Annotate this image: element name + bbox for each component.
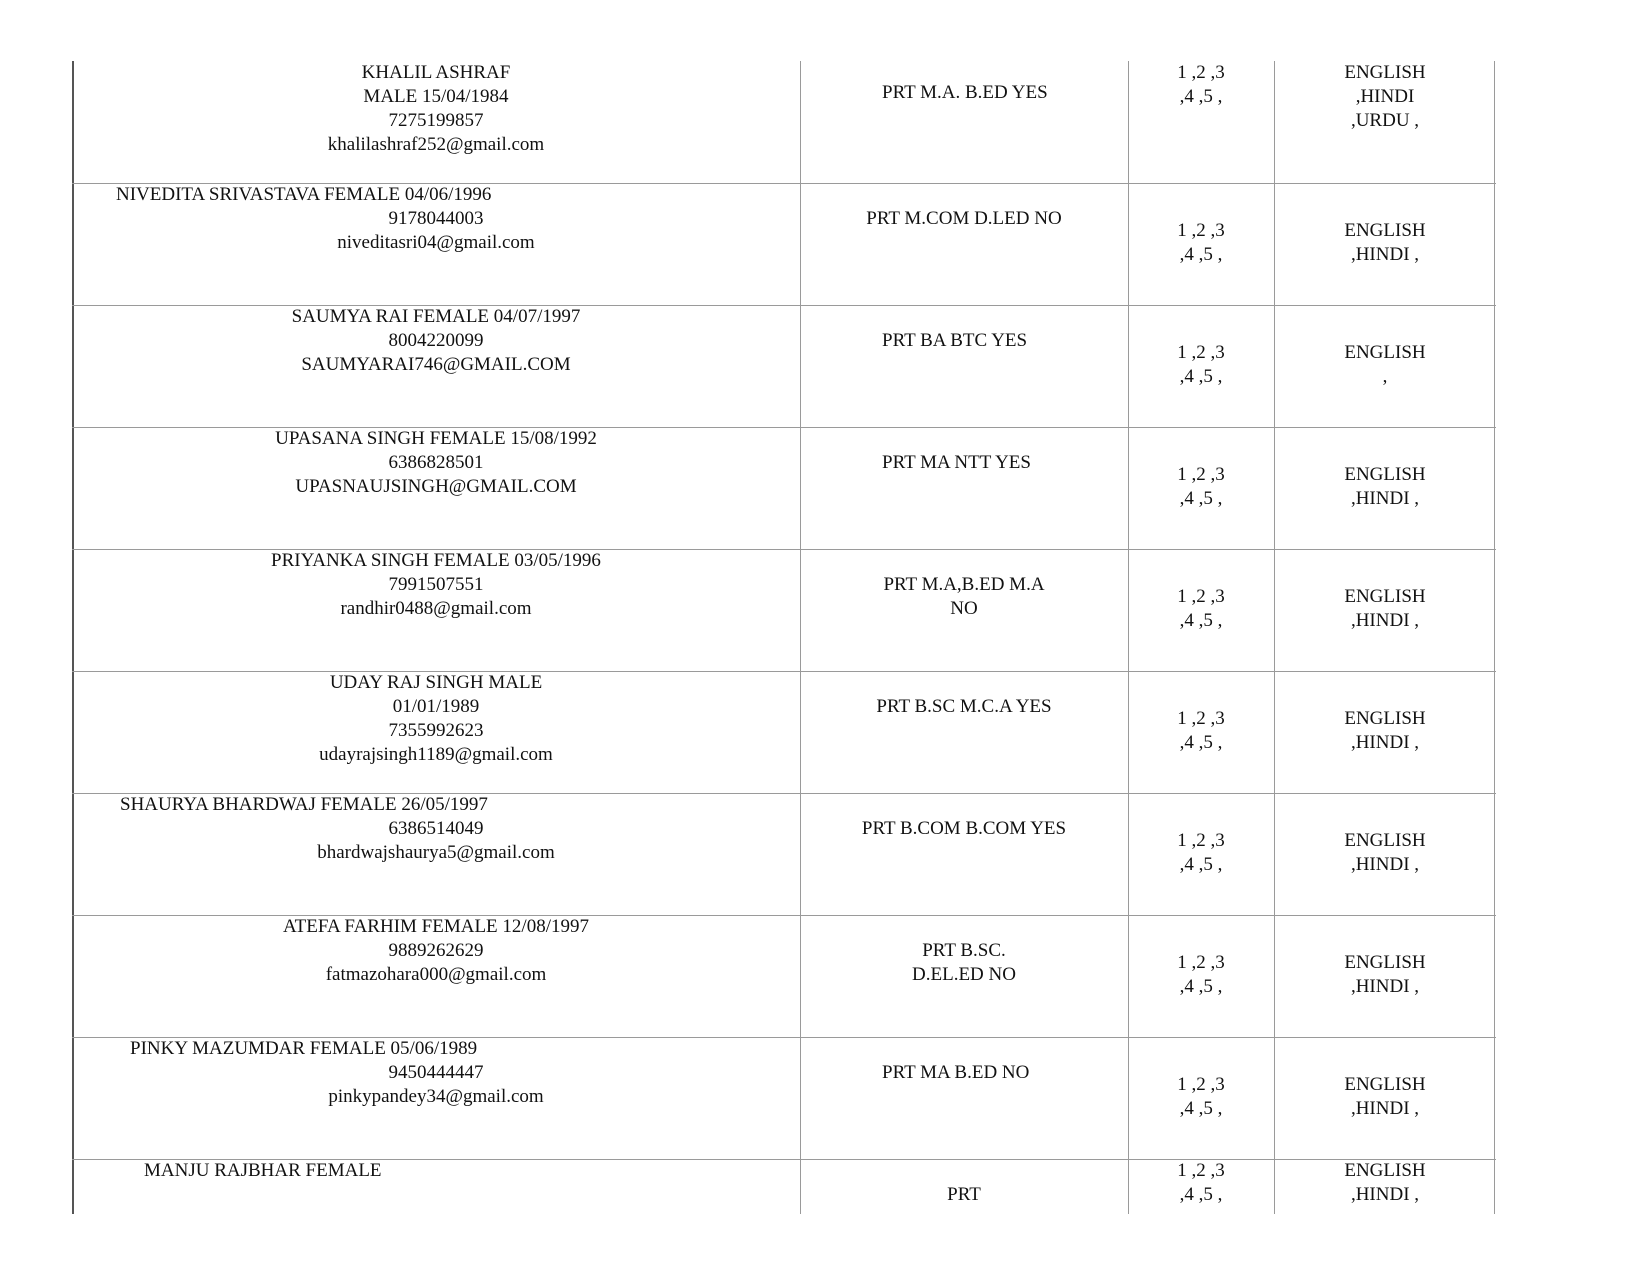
classes-cell-line: 1 ,2 ,3 (1177, 1074, 1225, 1095)
applicant-cell (72, 793, 800, 915)
classes-cell (1128, 793, 1274, 915)
post-qualification-cell-line: PRT B.SC. (922, 940, 1006, 961)
classes-cell-line: 1 ,2 ,3 (1177, 708, 1225, 729)
post-qualification-cell-line: PRT M.COM D.LED NO (866, 208, 1062, 229)
applicant-cell-line: 9450444447 (388, 1062, 484, 1083)
languages-cell-line: ENGLISH (1344, 586, 1426, 607)
post-qualification-cell-line: NO (950, 598, 978, 619)
classes-cell-line: ,4 ,5 , (1179, 854, 1223, 875)
classes-cell-line: 1 ,2 ,3 (1177, 830, 1225, 851)
post-qualification-cell (800, 671, 1128, 793)
applicant-cell-line: 6386828501 (388, 452, 484, 473)
languages-cell (1274, 1037, 1496, 1159)
applicant-cell-line: SAUMYARAI746@GMAIL.COM (301, 354, 571, 375)
languages-cell-line: ,HINDI , (1350, 732, 1420, 753)
applicant-cell-line: MALE 15/04/1984 (363, 86, 509, 107)
classes-cell (1128, 183, 1274, 305)
languages-cell-line: ENGLISH (1344, 342, 1426, 363)
languages-cell-line: ,HINDI , (1350, 854, 1420, 875)
languages-cell (1274, 1159, 1496, 1214)
applicant-cell-line: PINKY MAZUMDAR FEMALE 05/06/1989 (130, 1038, 478, 1059)
table-row (72, 61, 1496, 183)
languages-cell (1274, 61, 1496, 183)
languages-cell-line: ,HINDI , (1350, 1098, 1420, 1119)
applicant-cell (72, 61, 800, 183)
languages-cell-line: , (1382, 366, 1388, 387)
languages-cell (1274, 671, 1496, 793)
classes-cell-line: ,4 ,5 , (1179, 1098, 1223, 1119)
post-qualification-cell (800, 1159, 1128, 1214)
classes-cell-line: ,4 ,5 , (1179, 366, 1223, 387)
applicant-cell-line: 9178044003 (388, 208, 484, 229)
applicant-cell (72, 549, 800, 671)
table-row (72, 305, 1496, 427)
applicant-cell-line: pinkypandey34@gmail.com (328, 1086, 544, 1107)
post-qualification-cell (800, 61, 1128, 183)
table-row (72, 1159, 1496, 1214)
classes-cell (1128, 305, 1274, 427)
table-row (72, 671, 1496, 793)
languages-cell-line: ENGLISH (1344, 830, 1426, 851)
post-qualification-cell (800, 1037, 1128, 1159)
classes-cell-line: 1 ,2 ,3 (1177, 952, 1225, 973)
applicant-table (72, 61, 1496, 1214)
post-qualification-cell-line: PRT MA NTT YES (882, 452, 1031, 473)
applicant-cell (72, 1037, 800, 1159)
classes-cell (1128, 61, 1274, 183)
applicant-cell-line: UPASANA SINGH FEMALE 15/08/1992 (275, 428, 597, 449)
languages-cell (1274, 793, 1496, 915)
post-qualification-cell (800, 427, 1128, 549)
languages-cell-line: ENGLISH (1344, 708, 1426, 729)
languages-cell-line: ENGLISH (1344, 464, 1426, 485)
applicant-cell-line: NIVEDITA SRIVASTAVA FEMALE 04/06/1996 (116, 184, 492, 205)
languages-cell-line: ,HINDI , (1350, 976, 1420, 997)
table-row (72, 183, 1496, 305)
applicant-cell-line: bhardwajshaurya5@gmail.com (317, 842, 555, 863)
post-qualification-cell (800, 549, 1128, 671)
classes-cell-line: 1 ,2 ,3 (1177, 464, 1225, 485)
languages-cell (1274, 549, 1496, 671)
applicant-cell-line: SAUMYA RAI FEMALE 04/07/1997 (291, 306, 581, 327)
applicant-cell-line: fatmazohara000@gmail.com (325, 964, 547, 985)
classes-cell-line: 1 ,2 ,3 (1177, 586, 1225, 607)
applicant-cell-line: 7355992623 (388, 720, 484, 741)
table-row (72, 793, 1496, 915)
applicant-cell-line: UDAY RAJ SINGH MALE (329, 672, 543, 693)
table-row (72, 427, 1496, 549)
languages-cell-line: ,HINDI , (1350, 244, 1420, 265)
applicant-cell-line: 6386514049 (388, 818, 484, 839)
applicant-cell-line: MANJU RAJBHAR FEMALE (144, 1160, 382, 1181)
post-qualification-cell-line: PRT BA BTC YES (882, 330, 1028, 351)
applicant-cell-line: 8004220099 (388, 330, 484, 351)
classes-cell-line: 1 ,2 ,3 (1177, 220, 1225, 241)
classes-cell (1128, 427, 1274, 549)
post-qualification-cell-line: PRT M.A. B.ED YES (882, 82, 1048, 103)
applicant-cell (72, 915, 800, 1037)
languages-cell-line: ,HINDI , (1350, 610, 1420, 631)
classes-cell-line: ,4 ,5 , (1179, 732, 1223, 753)
languages-cell-line: ,URDU , (1350, 110, 1420, 131)
languages-cell (1274, 427, 1496, 549)
applicant-cell-line: 9889262629 (388, 940, 484, 961)
post-qualification-cell (800, 183, 1128, 305)
languages-cell-line: ENGLISH (1344, 952, 1426, 973)
classes-cell-line: ,4 ,5 , (1179, 610, 1223, 631)
languages-cell (1274, 915, 1496, 1037)
applicant-cell-line: KHALIL ASHRAF (361, 62, 511, 83)
post-qualification-cell-line: D.EL.ED NO (912, 964, 1016, 985)
applicant-cell-line: UPASNAUJSINGH@GMAIL.COM (295, 476, 577, 497)
post-qualification-cell (800, 305, 1128, 427)
languages-cell-line: ,HINDI , (1350, 488, 1420, 509)
post-qualification-cell-line: PRT B.SC M.C.A YES (876, 696, 1052, 717)
applicant-cell (72, 427, 800, 549)
post-qualification-cell (800, 793, 1128, 915)
classes-cell (1128, 1037, 1274, 1159)
post-qualification-cell-line: PRT M.A,B.ED M.A (883, 574, 1045, 595)
classes-cell (1128, 671, 1274, 793)
languages-cell (1274, 183, 1496, 305)
applicant-cell (72, 1159, 800, 1214)
classes-cell-line: 1 ,2 ,3 (1177, 342, 1225, 363)
classes-cell (1128, 1159, 1274, 1214)
applicant-cell-line: randhir0488@gmail.com (340, 598, 532, 619)
classes-cell-line: ,4 ,5 , (1179, 488, 1223, 509)
post-qualification-cell-line: PRT B.COM B.COM YES (861, 818, 1067, 839)
classes-cell-line: 1 ,2 ,3 (1177, 62, 1225, 83)
applicant-cell-line: khalilashraf252@gmail.com (327, 134, 545, 155)
classes-cell (1128, 549, 1274, 671)
languages-cell-line: ENGLISH (1344, 1160, 1426, 1181)
classes-cell-line: 1 ,2 ,3 (1177, 1160, 1225, 1181)
classes-cell (1128, 915, 1274, 1037)
applicant-cell-line: udayrajsingh1189@gmail.com (319, 744, 553, 765)
applicant-cell-line: PRIYANKA SINGH FEMALE 03/05/1996 (271, 550, 601, 571)
applicant-cell (72, 305, 800, 427)
table-row (72, 1037, 1496, 1159)
languages-cell-line: ENGLISH (1344, 62, 1426, 83)
classes-cell-line: ,4 ,5 , (1179, 244, 1223, 265)
languages-cell-line: ,HINDI , (1350, 1184, 1420, 1205)
languages-cell-line: ,HINDI (1355, 86, 1415, 107)
applicant-cell-line: 7991507551 (388, 574, 484, 595)
post-qualification-cell-line: PRT (947, 1184, 981, 1205)
languages-cell-line: ENGLISH (1344, 1074, 1426, 1095)
table-row (72, 549, 1496, 671)
applicant-cell (72, 671, 800, 793)
post-qualification-cell (800, 915, 1128, 1037)
applicant-cell-line: SHAURYA BHARDWAJ FEMALE 26/05/1997 (120, 794, 488, 815)
languages-cell (1274, 305, 1496, 427)
applicant-cell-line: 01/01/1989 (392, 696, 480, 717)
applicant-cell-line: niveditasri04@gmail.com (337, 232, 535, 253)
languages-cell-line: ENGLISH (1344, 220, 1426, 241)
table-row (72, 915, 1496, 1037)
classes-cell-line: ,4 ,5 , (1179, 976, 1223, 997)
classes-cell-line: ,4 ,5 , (1179, 86, 1223, 107)
applicant-cell-line: 7275199857 (388, 110, 484, 131)
classes-cell-line: ,4 ,5 , (1179, 1184, 1223, 1205)
applicant-cell-line: ATEFA FARHIM FEMALE 12/08/1997 (283, 916, 589, 937)
applicant-cell (72, 183, 800, 305)
post-qualification-cell-line: PRT MA B.ED NO (882, 1062, 1030, 1083)
